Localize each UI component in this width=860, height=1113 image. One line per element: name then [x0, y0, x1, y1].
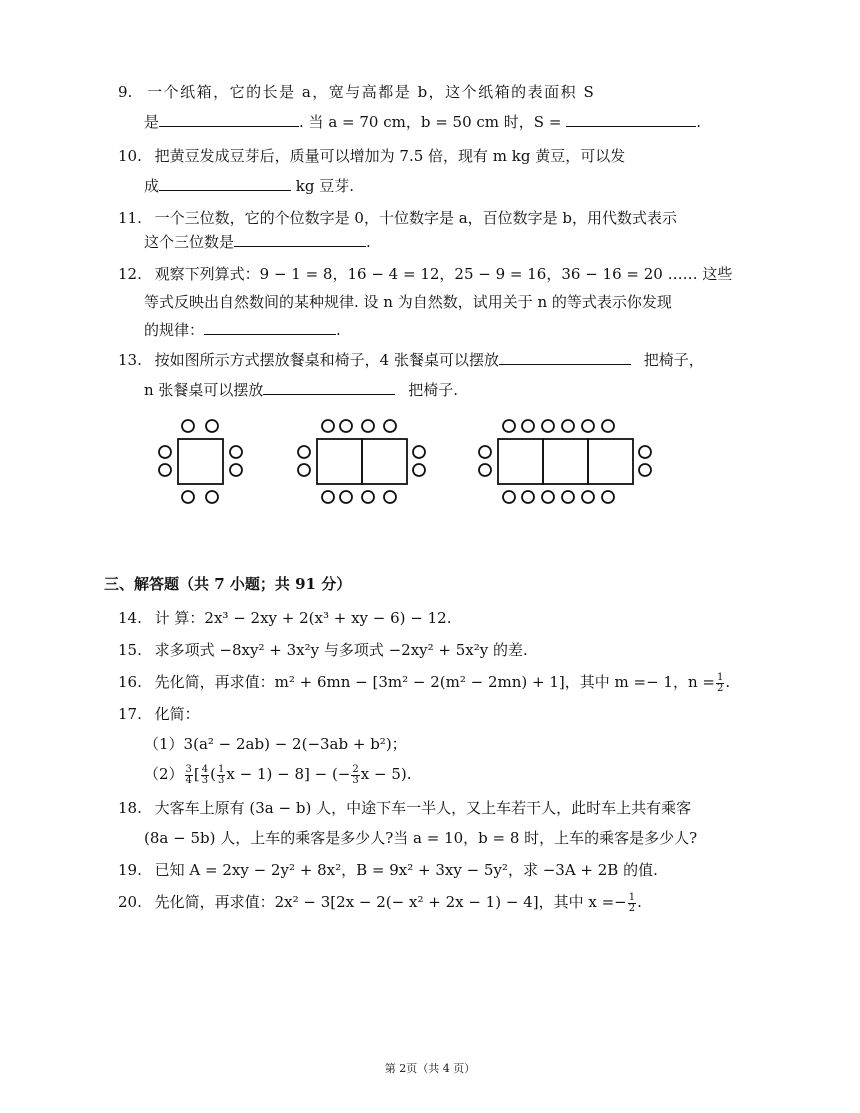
q12-line3: [144, 320, 341, 340]
q15-number: 15.: [118, 641, 142, 659]
q17-f1-den: 4: [185, 774, 192, 786]
q12-line2: [144, 292, 672, 312]
q14-text: 计 算：2x³ − 2xy + 2(x³ + xy − 6) − 12.: [154, 609, 452, 627]
q10-number: 10.: [118, 147, 142, 165]
q16-text-a: 先化简，再求值：m² + 6mn − [3m² − 2(m² − 2mn) + 1]，其中 m =− 1，n =: [154, 673, 715, 691]
q16-frac-den: 2: [716, 682, 724, 694]
q12-number: 12.: [118, 265, 142, 283]
q17-frac-4: [351, 765, 359, 786]
q20-frac-num: 1: [628, 891, 636, 903]
q20-fraction: [628, 893, 636, 914]
q16-fraction: [716, 673, 724, 694]
q17-frac-1: [185, 765, 193, 786]
q13-line2: [144, 380, 458, 400]
q13-text-b: 把椅子，: [638, 351, 704, 369]
q17-number: 17.: [118, 705, 142, 723]
figure-3-three-tables: [479, 420, 651, 503]
q17-p2-label: （2）: [144, 765, 184, 783]
q13-text-d: 把椅子.: [403, 381, 458, 399]
q13-line1: [118, 350, 704, 370]
page-footer: 第 2页（共 4 页）: [384, 1062, 476, 1075]
q12-text-2: 等式反映出自然数间的某种规律. 设 n 为自然数，试用关于 n 的等式表示你发现: [144, 293, 672, 311]
q12-text-1: 观察下列算式：9 − 1 = 8，16 − 4 = 12，25 − 9 = 16，36 − 16 = 20 …… 这些: [154, 265, 733, 283]
tables-chairs-figure: [150, 412, 660, 512]
q17-f2-num: 4: [201, 763, 209, 775]
q14-line: [118, 608, 451, 628]
q15-line: [118, 640, 528, 660]
q12-text-3a: 的规律：: [144, 321, 205, 339]
q17-line: [118, 704, 200, 724]
q13-number: 13.: [118, 351, 142, 369]
q20-frac-den: 2: [628, 902, 636, 914]
q13-text-a: 按如图所示方式摆放餐桌和椅子，4 张餐桌可以摆放: [154, 351, 499, 369]
q17-f3-num: 1: [218, 763, 225, 775]
q17-f2-den: 3: [201, 774, 209, 786]
q11-line1: [118, 208, 677, 228]
q17-part1: （1）3(a² − 2ab) − 2(−3ab + b²)；: [144, 735, 407, 753]
q9-answer-blank-1[interactable]: [159, 112, 299, 127]
q10-line1: [118, 146, 625, 166]
q20-text-b: .: [637, 893, 642, 911]
q17-p2-end: x − 5).: [360, 765, 412, 783]
q12-text-3b: .: [336, 321, 341, 339]
q10-text-a: 成: [144, 177, 160, 195]
q10-text-b: kg 豆芽.: [291, 177, 355, 195]
q13-answer-blank-2[interactable]: [263, 380, 395, 395]
q11-text-a: 这个三位数是: [144, 233, 235, 251]
q17-p2-mid: x − 1) − 8] − (−: [226, 765, 351, 783]
q15-text: 求多项式 −8xy² + 3x²y 与多项式 −2xy² + 5x²y 的差.: [154, 641, 528, 659]
q18-line1: [118, 798, 691, 818]
q9-text-a: 是: [144, 113, 160, 131]
q20-line: [118, 892, 642, 914]
q9-line1: [118, 82, 595, 102]
q16-frac-num: 1: [716, 671, 724, 683]
q13-text-c: n 张餐桌可以摆放: [144, 381, 264, 399]
q10-answer-blank[interactable]: [159, 176, 291, 191]
q11-number: 11.: [118, 209, 142, 227]
q10-text: 把黄豆发成豆芽后，质量可以增加为 7.5 倍，现有 m kg 黄豆，可以发: [154, 147, 626, 165]
q17-p2-bracket: [: [193, 765, 200, 783]
q16-line: [118, 672, 730, 694]
q17-title: 化简：: [154, 705, 200, 723]
q11-line2: [144, 232, 371, 252]
q20-number: 20.: [118, 893, 142, 911]
q13-answer-blank-1[interactable]: [499, 350, 631, 365]
q18-number: 18.: [118, 799, 142, 817]
figure-2-two-tables: [298, 420, 425, 503]
q9-text-c: .: [696, 113, 701, 131]
q11-answer-blank[interactable]: [234, 232, 366, 247]
q11-text: 一个三位数，它的个位数字是 0，十位数字是 a，百位数字是 b，用代数式表示: [154, 209, 678, 227]
figure-1-one-table: [159, 420, 242, 503]
q18-text-2: (8a − 5b) 人，上车的乘客是多少人?当 a = 10，b = 8 时，上车的乘客是多少人?: [144, 829, 698, 847]
q9-answer-blank-2[interactable]: [566, 112, 696, 127]
q10-line2: [144, 176, 354, 196]
q17-f3-den: 3: [218, 774, 225, 786]
q12-line1: [118, 264, 732, 284]
q9-text-b: . 当 a = 70 cm，b = 50 cm 时，S =: [299, 113, 567, 131]
q16-number: 16.: [118, 673, 142, 691]
q14-number: 14.: [118, 609, 142, 627]
q17-f4-num: 2: [352, 763, 359, 775]
q19-text: 已知 A = 2xy − 2y² + 8x²，B = 9x² + 3xy − 5y²，求 −3A + 2B 的值.: [154, 861, 658, 879]
q9-text: 一个纸箱，它的长是 a，宽与高都是 b，这个纸箱的表面积 S: [147, 83, 596, 101]
q17-f1-num: 3: [185, 763, 192, 775]
section-title: 三、解答题（共 7 小题；共 91 分）: [104, 575, 352, 593]
q9-number: 9.: [118, 83, 133, 101]
q9-line2: [144, 112, 701, 132]
q17-frac-3: [217, 765, 225, 786]
q19-number: 19.: [118, 861, 142, 879]
q20-text-a: 先化简，再求值：2x² − 3[2x − 2(− x² + 2x − 1) − 4]，其中 x =−: [154, 893, 627, 911]
q17-frac-2: [201, 765, 209, 786]
q18-text-1: 大客车上原有 (3a − b) 人，中途下车一半人，又上车若干人，此时车上共有乘客: [154, 799, 692, 817]
q17-part2: [144, 764, 411, 786]
q17-f4-den: 3: [352, 774, 359, 786]
q16-text-b: .: [725, 673, 731, 691]
q12-answer-blank[interactable]: [204, 320, 336, 335]
q19-line: [118, 860, 658, 880]
q11-text-b: .: [366, 233, 371, 251]
q17-p2-paren: (: [210, 765, 217, 783]
